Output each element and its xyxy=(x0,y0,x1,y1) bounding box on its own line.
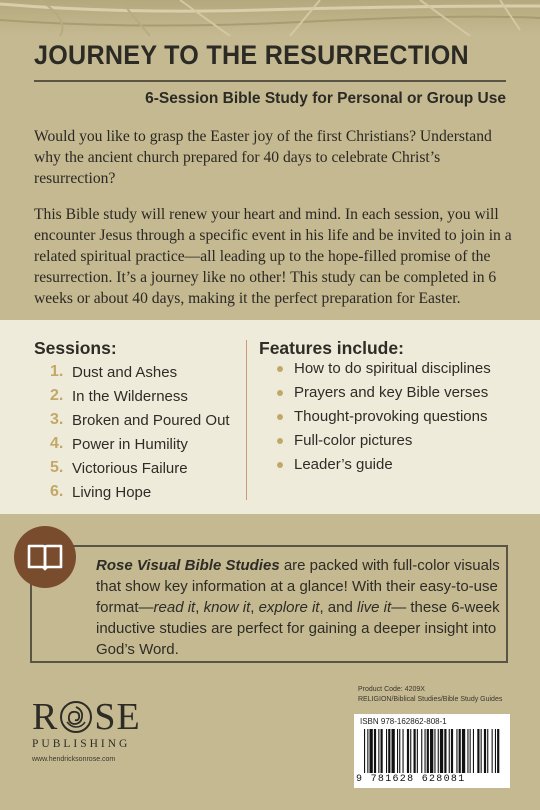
product-info xyxy=(358,685,502,704)
session-item xyxy=(50,456,230,480)
publisher-logo-mark: R SE xyxy=(32,696,141,738)
intro-text xyxy=(34,126,512,324)
decorative-header-band xyxy=(0,0,540,36)
sessions-heading: Sessions: xyxy=(34,338,117,358)
promo-live: live it xyxy=(357,599,392,616)
session-label: In the Wilderness xyxy=(72,387,188,405)
session-item xyxy=(50,384,230,408)
book-title: JOURNEY TO THE RESURRECTION xyxy=(34,40,469,70)
session-label: Victorious Failure xyxy=(72,459,188,477)
series-name: Rose Visual Bible Studies xyxy=(96,557,280,574)
session-label: Broken and Poured Out xyxy=(72,411,230,429)
features-list xyxy=(274,360,510,480)
feature-item: Prayers and key Bible verses xyxy=(274,384,510,402)
session-number: 3. xyxy=(50,411,64,428)
product-category: RELIGION/Biblical Studies/Bible Study Guides xyxy=(358,695,503,703)
promo-sep: , xyxy=(195,599,204,616)
sessions-list xyxy=(50,360,230,504)
session-label: Living Hope xyxy=(72,483,152,501)
promo-text xyxy=(96,555,508,660)
session-number: 4. xyxy=(50,435,64,452)
palm-branch-graphic xyxy=(0,0,540,36)
rose-icon xyxy=(59,700,93,734)
product-code: Product Code: 4209X xyxy=(358,686,425,693)
intro-paragraph-2: This Bible study will renew your heart and mind. In each session, you will encounter Jesus through a specific event in his life and be invited to join in a related spiritual practice—all leading up to the hope-filled promise of the resurrection. It’s a journey like no other! This study can be completed in 6 weeks or about 40 days, making it the perfect preparation for Easter. xyxy=(34,206,512,307)
session-label: Power in Humility xyxy=(72,435,188,453)
session-item xyxy=(50,480,230,504)
promo-sep: , xyxy=(250,599,259,616)
promo-know: know it xyxy=(203,599,251,616)
intro-paragraph-1: Would you like to grasp the Easter joy of the first Christians? Understand why the ancient church prepared for 40 days to celebrate Christ’s resurrection? xyxy=(34,128,492,187)
feature-item: How to do spiritual disciplines xyxy=(274,360,510,378)
session-number: 6. xyxy=(50,483,64,500)
session-number: 2. xyxy=(50,387,64,404)
feature-item: Thought-provoking questions xyxy=(274,408,510,426)
session-item xyxy=(50,432,230,456)
session-item xyxy=(50,360,230,384)
open-book-icon xyxy=(14,526,76,588)
publisher-logo-sub: PUBLISHING xyxy=(32,738,131,750)
session-item xyxy=(50,408,230,432)
publisher-url: www.hendricksonrose.com xyxy=(32,756,116,763)
isbn-barcode xyxy=(354,714,510,788)
publisher-logo xyxy=(32,698,152,750)
promo-sep: , and xyxy=(319,599,357,616)
promo-text-part: — these 6-week inductive studies are perfect for gaining a deeper insight into God’s Word. xyxy=(96,599,500,658)
title-rule xyxy=(34,80,506,82)
features-heading: Features include: xyxy=(259,338,404,358)
session-label: Dust and Ashes xyxy=(72,363,178,381)
barcode-digits: 9 781628 628081 xyxy=(356,774,466,785)
column-divider xyxy=(246,340,247,500)
feature-item: Leader’s guide xyxy=(274,456,510,474)
promo-read: read it xyxy=(153,599,196,616)
feature-item: Full-color pictures xyxy=(274,432,510,450)
promo-explore: explore it xyxy=(258,599,320,616)
promo-text-part: are packed with full-color visuals that show key information at a glance! With their easy-to-use format— xyxy=(96,557,500,616)
isbn-number: ISBN 978-162862-808-1 xyxy=(360,717,447,726)
session-number: 1. xyxy=(50,363,64,380)
book-subtitle: 6-Session Bible Study for Personal or Group Use xyxy=(145,90,506,107)
session-number: 5. xyxy=(50,459,64,476)
barcode-bars xyxy=(364,729,500,773)
